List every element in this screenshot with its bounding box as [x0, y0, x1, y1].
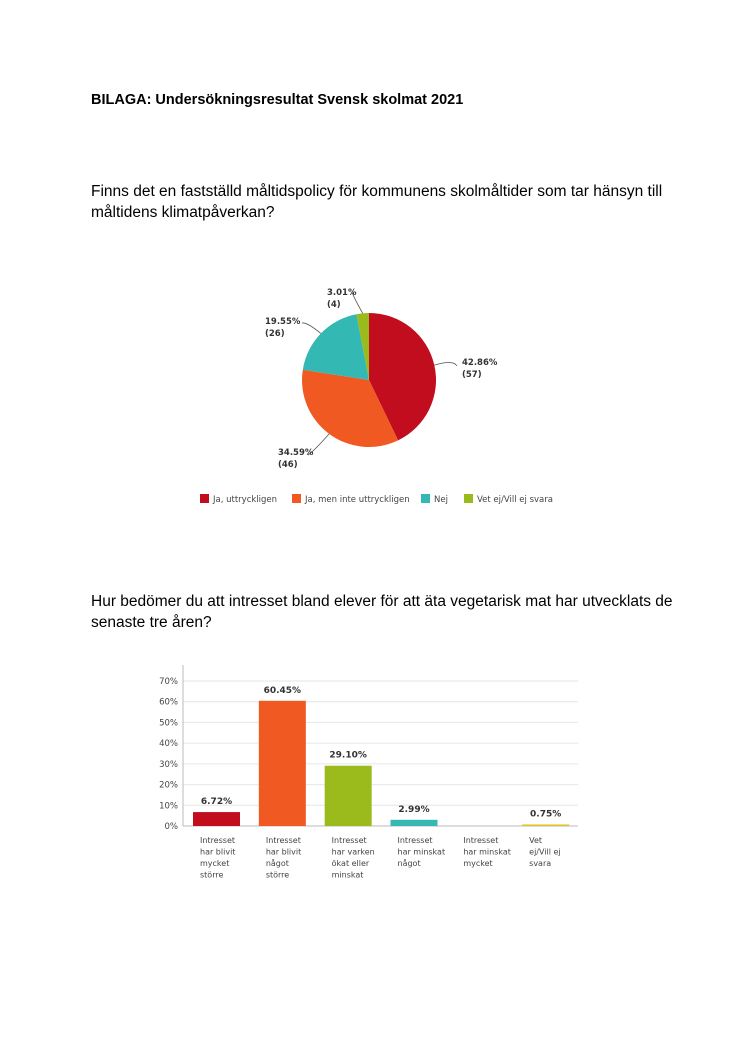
bar	[193, 812, 240, 826]
x-category-label: har varken	[331, 847, 375, 857]
pie-value-label: 3.01%	[327, 288, 357, 298]
x-category-label: Intresset	[200, 836, 235, 845]
page-title: BILAGA: Undersökningsresultat Svensk skolmat 2021	[91, 92, 464, 108]
y-tick-label: 0%	[164, 822, 178, 832]
x-category-label: Intresset	[265, 836, 301, 845]
x-category-label: Vet	[529, 836, 543, 845]
x-category-label: minskat	[331, 870, 364, 880]
bar	[259, 701, 306, 826]
bar	[325, 766, 372, 826]
question-1: Finns det en fastställd måltidspolicy för kommunens skolmåltider som tar hänsyn till måltidens klimatpåverkan?	[91, 183, 663, 221]
y-tick-label: 60%	[159, 697, 178, 708]
pie-count-label: (26)	[265, 329, 285, 339]
x-category-label: har minskat	[397, 847, 446, 857]
y-tick-label: 20%	[159, 780, 178, 791]
pie-count-label: (46)	[278, 460, 298, 470]
x-category-label: ökat eller	[331, 859, 370, 868]
x-category-label: mycket	[200, 859, 230, 868]
pie-value-label: 42.86%	[462, 358, 498, 368]
legend-label: Vet ej/Vill ej svara	[477, 495, 553, 505]
pie-count-label: (4)	[327, 300, 341, 310]
legend-label: Ja, uttryckligen	[213, 495, 278, 505]
x-category-label: ej/Vill ej	[529, 847, 561, 857]
pie-value-label: 34.59%	[278, 448, 314, 458]
pie-count-label: (57)	[462, 370, 482, 380]
x-category-label: något	[265, 859, 289, 868]
bar-value-label: 2.99%	[398, 804, 430, 815]
y-tick-label: 50%	[159, 718, 178, 729]
x-category-label: har blivit	[265, 847, 302, 857]
bar-value-label: 0.75%	[530, 809, 562, 820]
y-tick-label: 30%	[159, 759, 178, 770]
legend-label: Nej	[434, 495, 448, 505]
x-category-label: något	[397, 859, 421, 868]
y-tick-label: 70%	[159, 677, 178, 687]
bar-value-label: 29.10%	[329, 750, 367, 761]
x-category-label: svara	[529, 859, 552, 868]
legend-label: Ja, men inte uttryckligen	[305, 495, 410, 505]
question-2: Hur bedömer du att intresset bland elever för att äta vegetarisk mat har utvecklats de senaste tre åren?	[91, 593, 673, 631]
x-category-label: mycket	[463, 859, 493, 868]
x-category-label: större	[200, 870, 224, 880]
x-category-label: större	[265, 870, 290, 880]
x-category-label: har minskat	[463, 847, 511, 857]
bar-value-label: 6.72%	[200, 797, 233, 808]
y-tick-label: 10%	[159, 801, 178, 812]
bar-value-label: 60.45%	[263, 685, 302, 696]
x-category-label: Intresset	[463, 836, 499, 845]
bar	[522, 824, 569, 826]
pie-value-label: 19.55%	[265, 317, 301, 327]
x-category-label: Intresset	[397, 836, 433, 845]
x-category-label: har blivit	[200, 847, 236, 857]
y-tick-label: 40%	[159, 739, 178, 750]
x-category-label: Intresset	[331, 836, 367, 845]
bar	[391, 820, 438, 826]
